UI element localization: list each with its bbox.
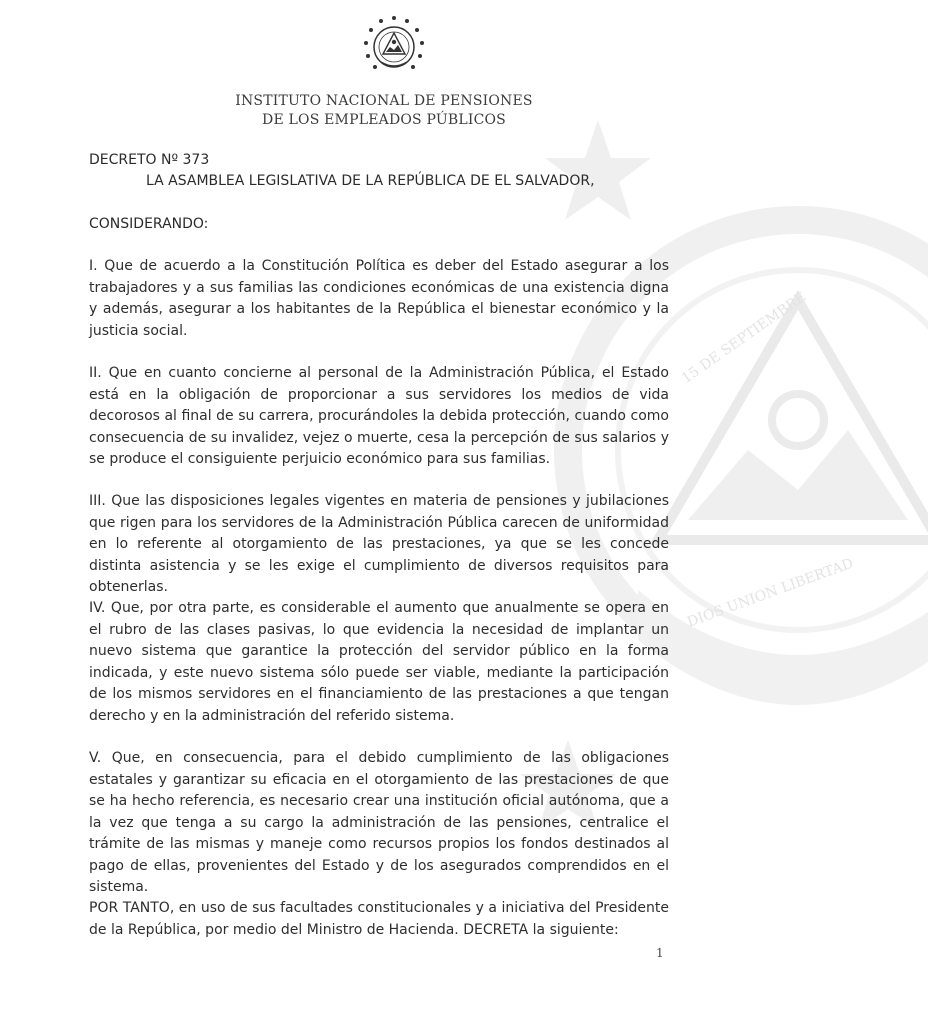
- page-number: 1: [656, 946, 664, 960]
- coat-of-arms-watermark: [508, 120, 928, 840]
- seal-text-lower: DIOS UNION LIBERTAD: [685, 555, 856, 631]
- institution-line-2: DE LOS EMPLEADOS PÚBLICOS: [262, 112, 506, 128]
- paragraph-4: IV. Que, por otra parte, es considerable el aumento que anualmente se opera en el rubro de las clases pasivas, lo que evidencia la necesidad de implantar un nuevo sistema que garantice la protección del servidor público en la forma indicada, y este nuevo sistema sólo puede ser viable, mediante la participación de los mismos servidores en el financiamiento de las prestaciones a que tengan derecho y en la administración del referido sistema.: [89, 600, 669, 724]
- paragraph-2: II. Que en cuanto concierne al personal de la Administración Pública, el Estado está en la obligación de proporcionar a sus servidores los medios de vida decorosos al final de su carrera, procurándoles la debida protección, cuando como consecuencia de su invalidez, vejez o muerte, cesa la percepción de sus salarios y se produce el consiguiente perjuicio económico para sus familias.: [89, 365, 669, 467]
- el-salvador-coat-of-arms-icon: [361, 14, 427, 80]
- assembly-heading: LA ASAMBLEA LEGISLATIVA DE LA REPÚBLICA DE EL SALVADOR,: [146, 173, 595, 189]
- paragraph-5: V. Que, en consecuencia, para el debido cumplimiento de las obligaciones estatales y garantizar su eficacia en el otorgamiento de las prestaciones de que se ha hecho referencia, es necesario crear una institución oficial autónoma, que a la vez que tenga a su cargo la administración de las pensiones, centralice el trámite de las mismas y maneje como recursos propios los fondos destinados al pago de ellas, provenientes del Estado y de los asegurados comprendidos en el sistema.: [89, 750, 669, 895]
- paragraph-3: III. Que las disposiciones legales vigentes en materia de pensiones y jubilaciones que rigen para los servidores de la Administración Pública carecen de uniformidad en lo referente al otorgamiento de las prestaciones, ya que se les concede distinta asistencia y se les exige el cumplimiento de diversos requisitos para obtenerlas.: [89, 493, 669, 595]
- institution-line-1: INSTITUTO NACIONAL DE PENSIONES: [235, 93, 533, 109]
- paragraph-6: POR TANTO, en uso de sus facultades constitucionales y a iniciativa del Presidente de la República, por medio del Ministro de Hacienda. DECRETA la siguiente:: [89, 900, 669, 938]
- decree-number: DECRETO Nº 373: [89, 152, 210, 168]
- star-icon: [545, 120, 651, 220]
- seal-text-upper: 15 DE SEPTIEMBRE: [678, 288, 810, 387]
- institution-name: [0, 92, 768, 130]
- considering-heading: CONSIDERANDO:: [89, 216, 209, 232]
- paragraph-1: I. Que de acuerdo a la Constitución Política es deber del Estado asegurar a los trabajadores y a sus familias las condiciones económicas de una existencia digna y además, asegurar a los habitantes de la República el bienestar económico y la justicia social.: [89, 258, 669, 339]
